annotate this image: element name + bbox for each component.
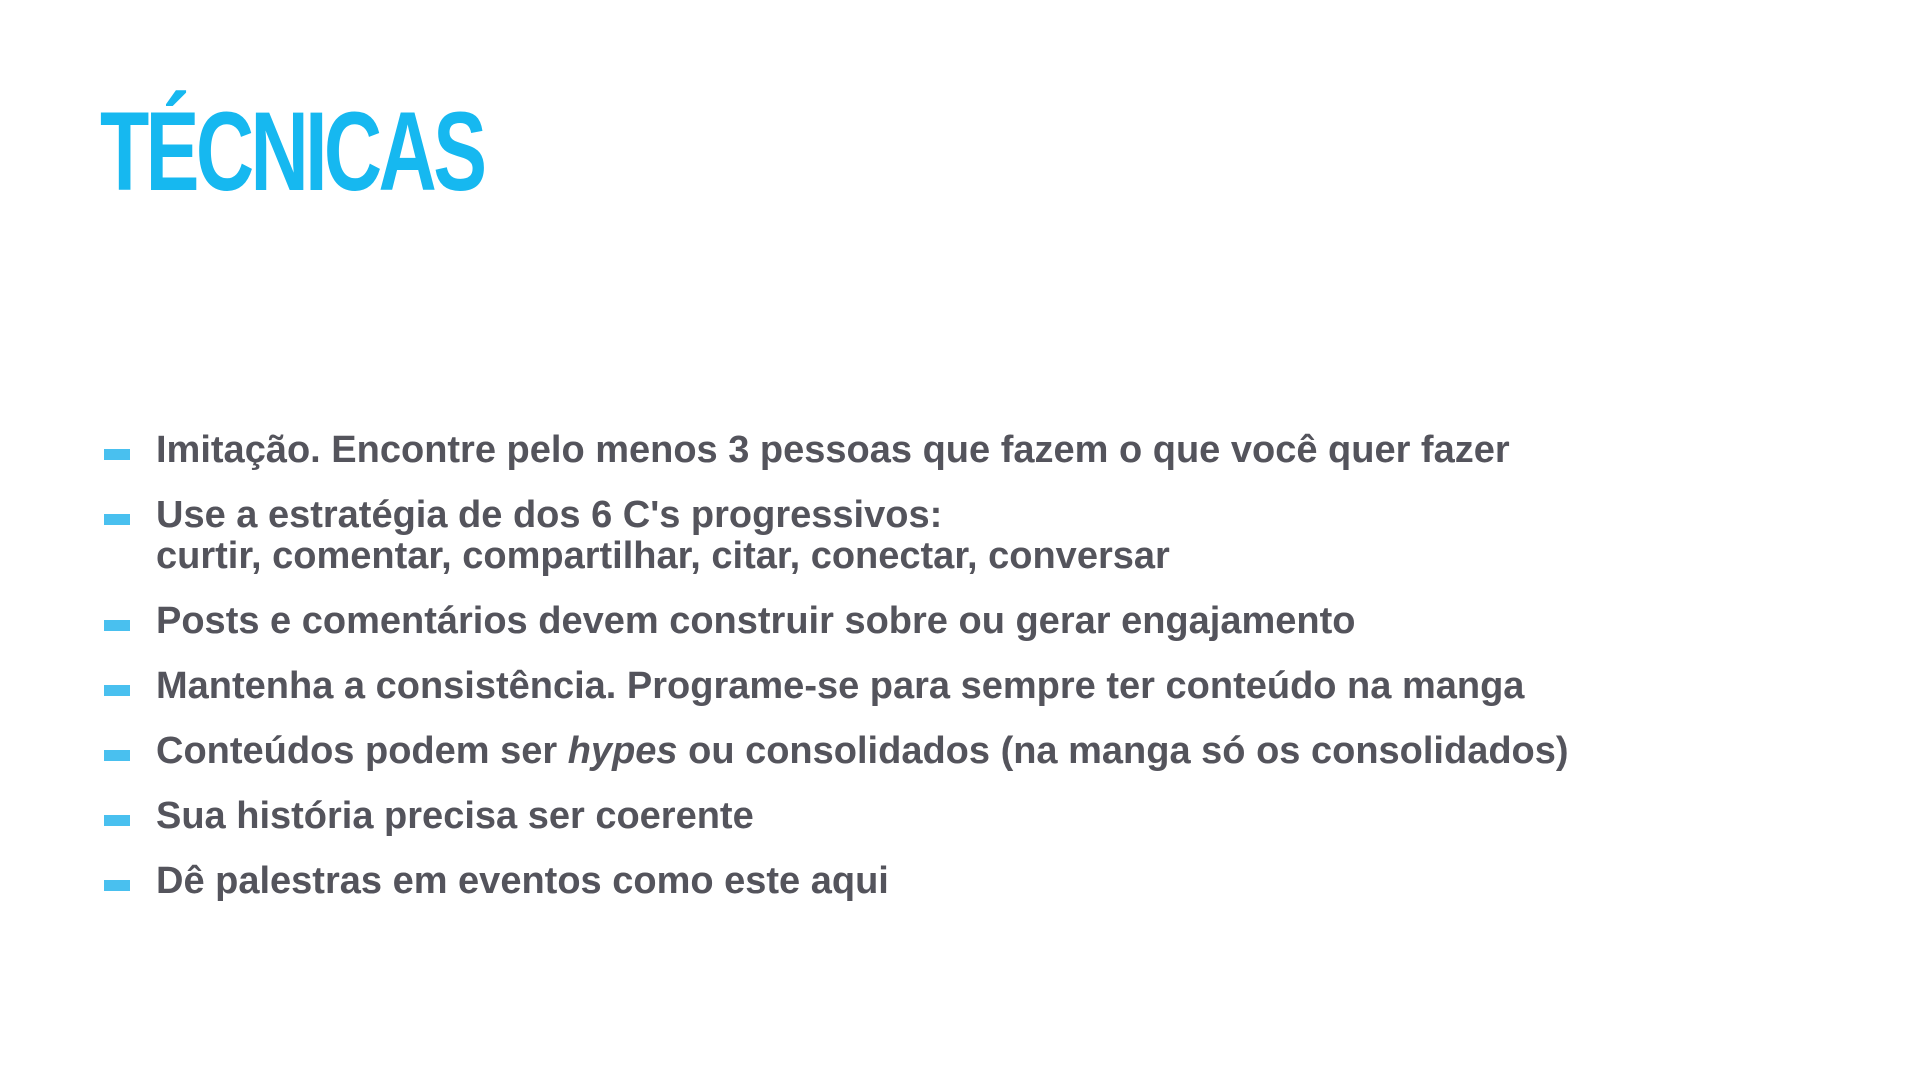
bullet-item-conteudos xyxy=(104,731,1824,772)
dash-bullet-icon xyxy=(104,685,130,696)
dash-bullet-icon xyxy=(104,514,130,525)
bullet-item-posts xyxy=(104,601,1824,642)
slide-title: TÉCNICAS xyxy=(100,89,484,214)
bullet-list xyxy=(104,430,1824,926)
bullet-text: Posts e comentários devem construir sobre ou gerar engajamento xyxy=(156,600,1356,642)
dash-bullet-icon xyxy=(104,880,130,891)
bullet-text xyxy=(156,731,1569,772)
bullet-item-imitacao xyxy=(104,430,1824,471)
bullet-item-consistencia xyxy=(104,666,1824,707)
bullet-text-line-1: Use a estratégia de dos 6 C's progressivos: xyxy=(156,494,943,536)
dash-bullet-icon xyxy=(104,449,130,460)
bullet-text-before: Conteúdos podem ser xyxy=(156,730,568,772)
bullet-item-palestras xyxy=(104,861,1824,902)
dash-bullet-icon xyxy=(104,750,130,761)
bullet-text: Mantenha a consistência. Programe-se para sempre ter conteúdo na manga xyxy=(156,665,1525,707)
dash-bullet-icon xyxy=(104,620,130,631)
bullet-text-emphasis: hypes xyxy=(567,730,678,772)
bullet-text: Sua história precisa ser coerente xyxy=(156,795,754,837)
bullet-text xyxy=(156,495,1170,577)
bullet-item-historia xyxy=(104,796,1824,837)
bullet-text: Imitação. Encontre pelo menos 3 pessoas que fazem o que você quer fazer xyxy=(156,429,1510,471)
bullet-text: Dê palestras em eventos como este aqui xyxy=(156,860,889,902)
bullet-text-after: ou consolidados (na manga só os consolidados) xyxy=(677,730,1569,772)
bullet-text-line-2: curtir, comentar, compartilhar, citar, conectar, conversar xyxy=(156,535,1170,577)
bullet-item-estrategia-6cs xyxy=(104,495,1824,577)
dash-bullet-icon xyxy=(104,815,130,826)
